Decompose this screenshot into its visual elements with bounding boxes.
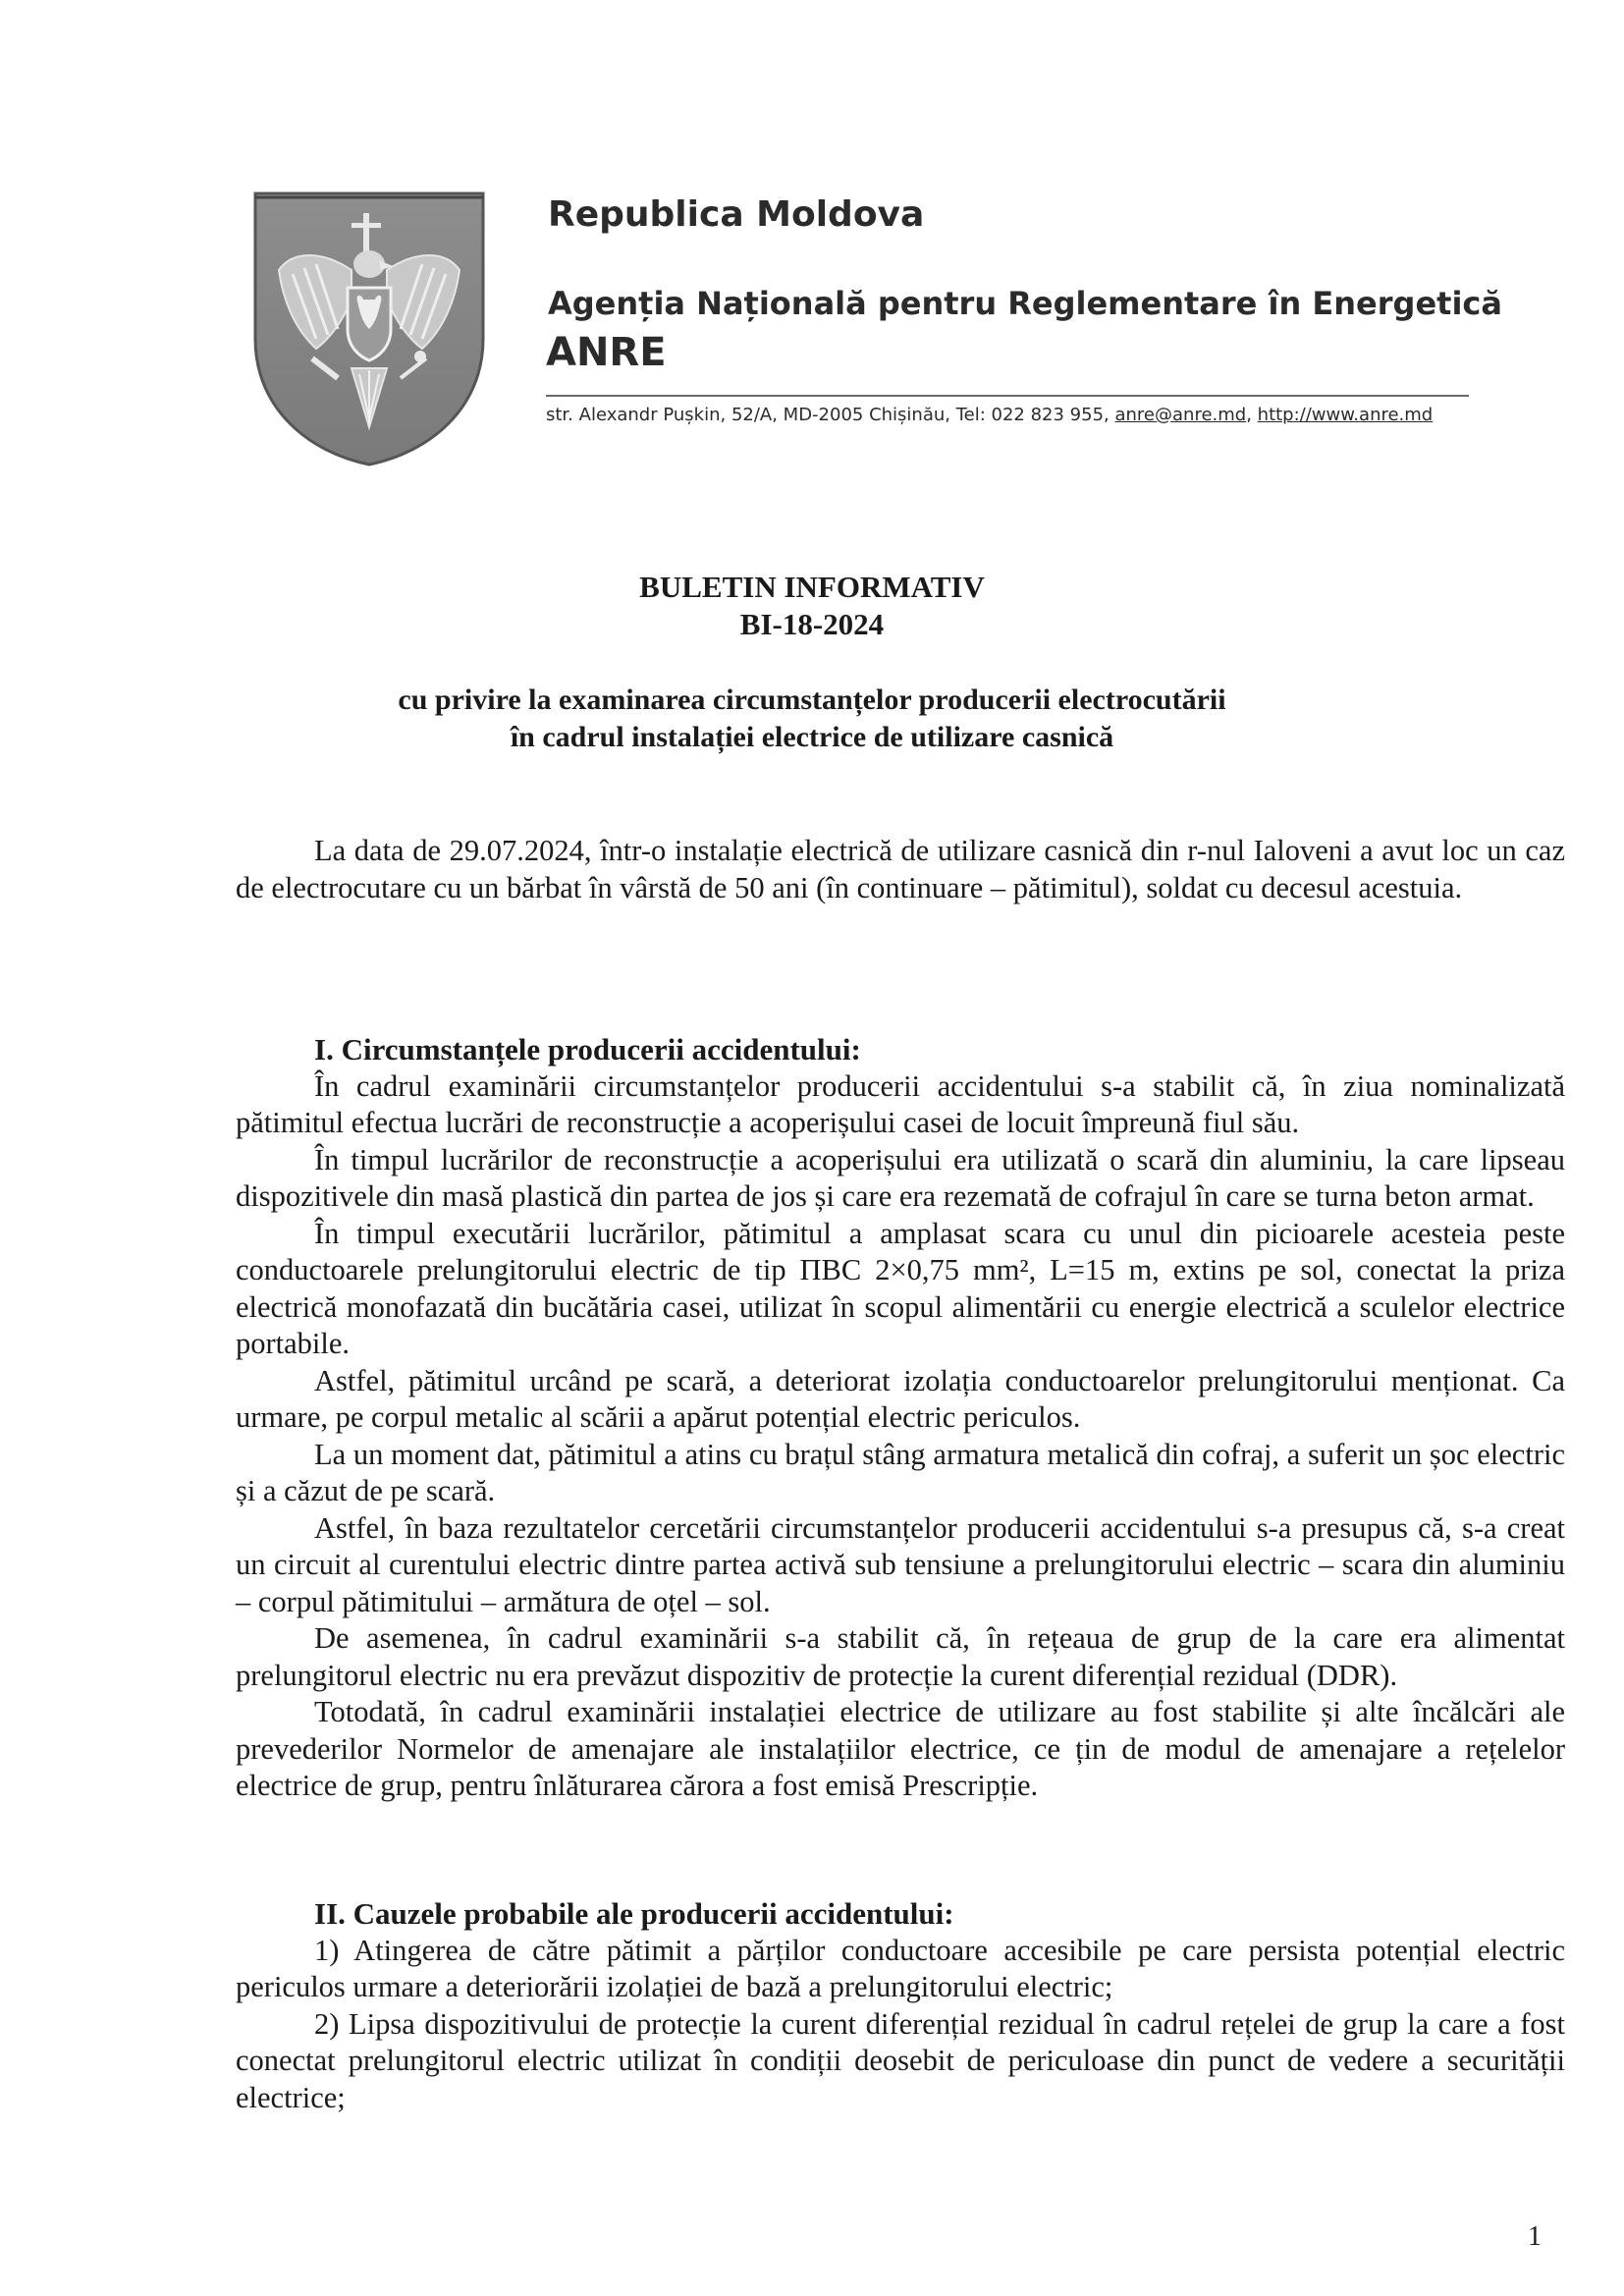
header-divider — [546, 395, 1469, 397]
section-causes — [236, 1895, 1565, 2116]
document-subtitle-line1: cu privire la examinarea circumstanțelor producerii electrocutării — [398, 683, 1226, 716]
paragraph: 2) Lipsa dispozitivului de protecție la curent diferențial rezidual în cadrul rețelei de grup la care a fost conectat prelungitorul electric utilizat în condiții deosebit de periculoase din punct de vedere a securității electrice; — [236, 2006, 1565, 2114]
paragraph: Astfel, în baza rezultatelor cercetării circumstanțelor producerii accidentului s-a presupus că, s-a creat un circuit al curentului electric dintre partea activă sub tensiune a prelungitorului electric – scara din aluminiu – corpul pătimitului – armătura de oțel – sol. — [236, 1510, 1565, 1618]
intro-section — [236, 833, 1565, 906]
intro-paragraph: La data de 29.07.2024, într-o instalație electrică de utilizare casnică din r-nul Ialoveni a avut loc un caz de electrocutare cu un bărbat în vârstă de 50 ani (în continuare – pătimitul), soldat cu decesul acestuia. — [236, 834, 1565, 904]
paragraph: În cadrul examinării circumstanțelor producerii accidentului s-a stabilit că, în ziua nominalizată pătimitul efectua lucrări de reconstrucție a acoperișului casei de locuit împreună fiul său. — [236, 1068, 1565, 1139]
paragraph: La un moment dat, pătimitul a atins cu brațul stâng armatura metalică din cofraj, a suferit un șoc electric și a căzut de pe scară. — [236, 1437, 1565, 1507]
paragraph: Astfel, pătimitul urcând pe scară, a deteriorat izolația conductoarelor prelungitorului menționat. Ca urmare, pe corpul metalic al scării a apărut potențial electric periculos. — [236, 1363, 1565, 1434]
paragraph: În timpul lucrărilor de reconstrucție a acoperișului era utilizată o scară din aluminiu, la care lipseau dispozitivele din masă plastică din partea de jos și care era rezemată de cofrajul în care se turna beton armat. — [236, 1142, 1565, 1213]
section-heading: I. Circumstanțele producerii accidentului: — [314, 1032, 861, 1066]
header-acronym: ANRE — [546, 330, 667, 375]
header-address: str. Alexandr Pușkin, 52/A, MD-2005 Chișinău, Tel: 022 823 955, — [546, 405, 1115, 425]
header-agency-name: Agenția Națională pentru Reglementare în Energetică — [548, 285, 1502, 322]
header-email-link[interactable]: anre@anre.md — [1114, 405, 1247, 425]
section-heading: II. Cauzele probabile ale producerii accidentului: — [314, 1896, 954, 1931]
document-number: BI-18-2024 — [739, 607, 885, 641]
page-number: 1 — [1528, 2221, 1542, 2252]
paragraph: Totodată, în cadrul examinării instalației electrice de utilizare au fost stabilite și alte încălcări ale prevederilor Normelor de amenajare ale instalațiilor electrice, ce țin de modul de amenajare a rețelelor electrice de grup, pentru înlăturarea cărora a fost emisă Prescripție. — [236, 1695, 1565, 1802]
paragraph: De asemenea, în cadrul examinării s-a stabilit că, în rețeaua de grup de la care era alimentat prelungitorul electric nu era prevăzut dispozitiv de protecție la curent diferențial rezidual (DDR). — [236, 1621, 1565, 1692]
moldova-coat-of-arms-icon — [253, 191, 485, 466]
header-contact-line — [546, 405, 1433, 425]
paragraph: În timpul executării lucrărilor, pătimitul a amplasat scara cu unul din picioarele acesteia peste conductoarele prelungitorului electric de tip ПВС 2×0,75 mm², L=15 m, extins pe sol, conectat la priza electrică monofazată din bucătăria casei, utilizat în scopul alimentării cu energie electrică a sculelor electrice portabile. — [236, 1216, 1565, 1360]
document-title: BULETIN INFORMATIV — [639, 570, 985, 604]
header-separator: , — [1246, 405, 1258, 425]
section-circumstances — [236, 1031, 1565, 1805]
header-country: Republica Moldova — [548, 194, 925, 235]
paragraph: 1) Atingerea de către pătimit a părților conductoare accesibile pe care persista potențial electric periculos urmare a deteriorării izolației de bază a prelungitorului electric; — [236, 1933, 1565, 2003]
document-subtitle-line2: în cadrul instalației electrice de utilizare casnică — [510, 721, 1114, 753]
header-website-link[interactable]: http://www.anre.md — [1257, 405, 1434, 425]
